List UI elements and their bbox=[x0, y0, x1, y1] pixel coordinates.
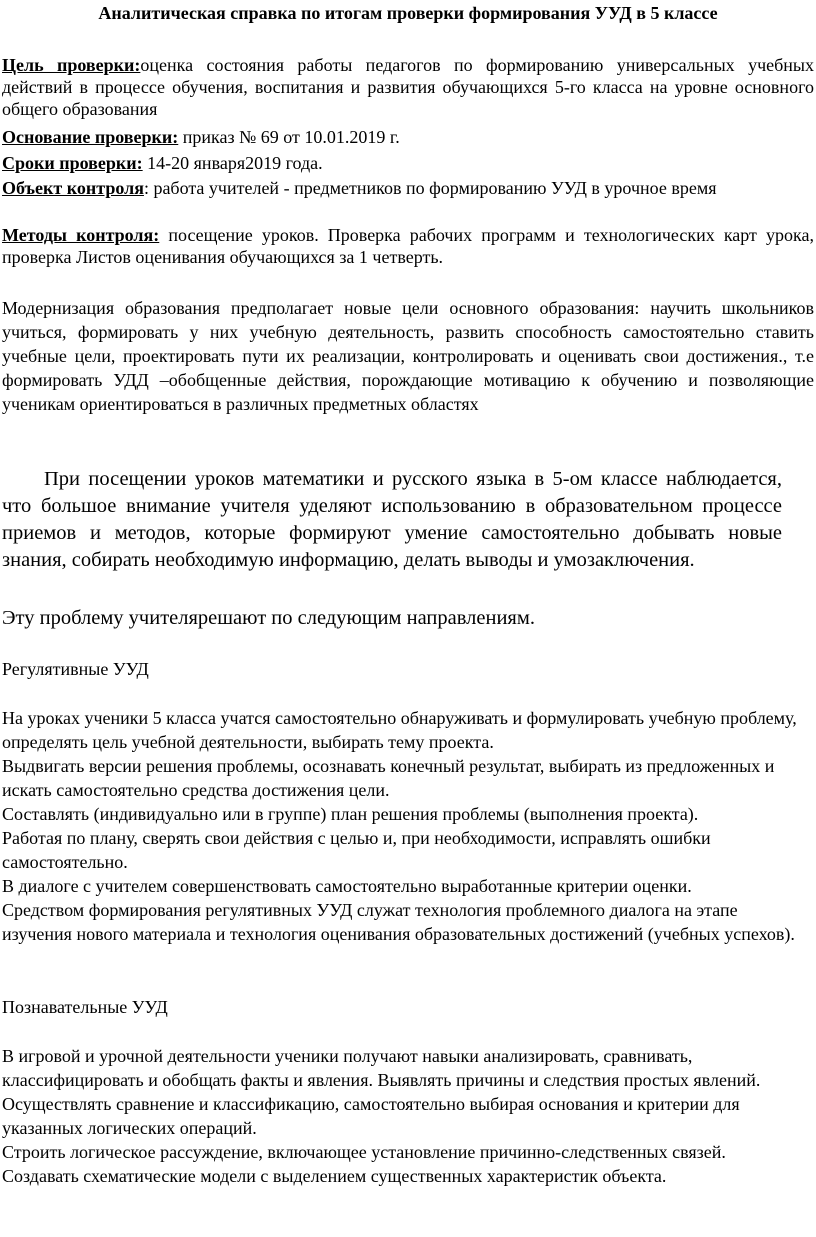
regulatory-line: Средством формирования регулятивных УУД служат технология проблемного диалога на этапе изучения нового материала и технология оценивания образовательных достижений (учебных успехов). bbox=[2, 900, 795, 944]
cognitive-heading: Познавательные УУД bbox=[2, 997, 168, 1017]
cognitive-line: Создавать схематические модели с выделением существенных характеристик объекта. bbox=[2, 1166, 667, 1186]
methods-line bbox=[2, 224, 814, 268]
regulatory-line: Составлять (индивидуально или в группе) план решения проблемы (выполнения проекта). bbox=[2, 804, 699, 824]
regulatory-heading: Регулятивные УУД bbox=[2, 659, 149, 679]
observation-paragraph: При посещении уроков математики и русского языка в 5-ом классе наблюдается, что большое внимание учителя уделяют использованию в образовательном процессе приемов и методов, которые формируют умение самостоятельно добывать новые знания, собирать необходимую информацию, делать выводы и умозаключения. bbox=[2, 468, 782, 571]
object-text: : работа учителей - предметников по формированию УУД в урочное время bbox=[143, 178, 717, 198]
cognitive-line: Осуществлять сравнение и классификацию, самостоятельно выбирая основания и критерии для указанных логических операций. bbox=[2, 1094, 740, 1138]
basis-label: Основание проверки: bbox=[2, 127, 179, 147]
regulatory-line: В диалоге с учителем совершенствовать самостоятельно выработанные критерии оценки. bbox=[2, 876, 692, 896]
regulatory-line: Работая по плану, сверять свои действия с целью и, при необходимости, исправлять ошибки самостоятельно. bbox=[2, 828, 711, 872]
basis-line bbox=[2, 126, 814, 148]
terms-line bbox=[2, 152, 814, 174]
regulatory-line: Выдвигать версии решения проблемы, осознавать конечный результат, выбирать из предложенных и искать самостоятельно средства достижения цели. bbox=[2, 756, 775, 800]
cognitive-line: В игровой и урочной деятельности ученики получают навыки анализировать, сравнивать, классифицировать и обобщать факты и явления. Выявлять причины и следствия простых явлений. bbox=[2, 1046, 761, 1090]
terms-text: 14-20 января2019 года. bbox=[142, 153, 323, 173]
document-title: Аналитическая справка по итогам проверки формирования УУД в 5 классе bbox=[98, 3, 718, 23]
cognitive-list bbox=[2, 1044, 797, 1188]
object-line bbox=[2, 177, 814, 199]
intro-paragraph: Модернизация образования предполагает новые цели основного образования: научить школьников учиться, формировать у них учебную деятельность, развить способность самостоятельно ставить учебные цели, проектировать пути их реализации, контролировать и оценивать свои достижения., т.е формировать УДД –обобщенные действия, порождающие мотивацию к обучению и позволяющие ученикам ориентироваться в различных предметных областях bbox=[2, 298, 814, 414]
goal-text: оценка состояния работы педагогов по формированию универсальных учебных действий в процессе обучения, воспитания и развития обучающихся 5-го класса на уровне основного общего образования bbox=[2, 55, 814, 119]
regulatory-list bbox=[2, 706, 797, 946]
regulatory-line: На уроках ученики 5 класса учатся самостоятельно обнаруживать и формулировать учебную проблему, определять цель учебной деятельности, выбирать тему проекта. bbox=[2, 708, 797, 752]
methods-label: Методы контроля: bbox=[2, 225, 160, 245]
observation-line: Эту проблему учителярешают по следующим направлениям. bbox=[2, 607, 535, 629]
terms-label: Сроки проверки: bbox=[2, 153, 143, 173]
cognitive-line: Строить логическое рассуждение, включающее установление причинно-следственных связей. bbox=[2, 1142, 726, 1162]
basis-text: приказ № 69 от 10.01.2019 г. bbox=[178, 127, 400, 147]
goal-line bbox=[2, 54, 814, 120]
object-label: Объект контроля bbox=[2, 178, 144, 198]
methods-text: посещение уроков. Проверка рабочих программ и технологических карт урока, проверка Листов оценивания обучающихся за 1 четверть. bbox=[2, 225, 814, 267]
goal-label: Цель проверки: bbox=[2, 55, 141, 75]
